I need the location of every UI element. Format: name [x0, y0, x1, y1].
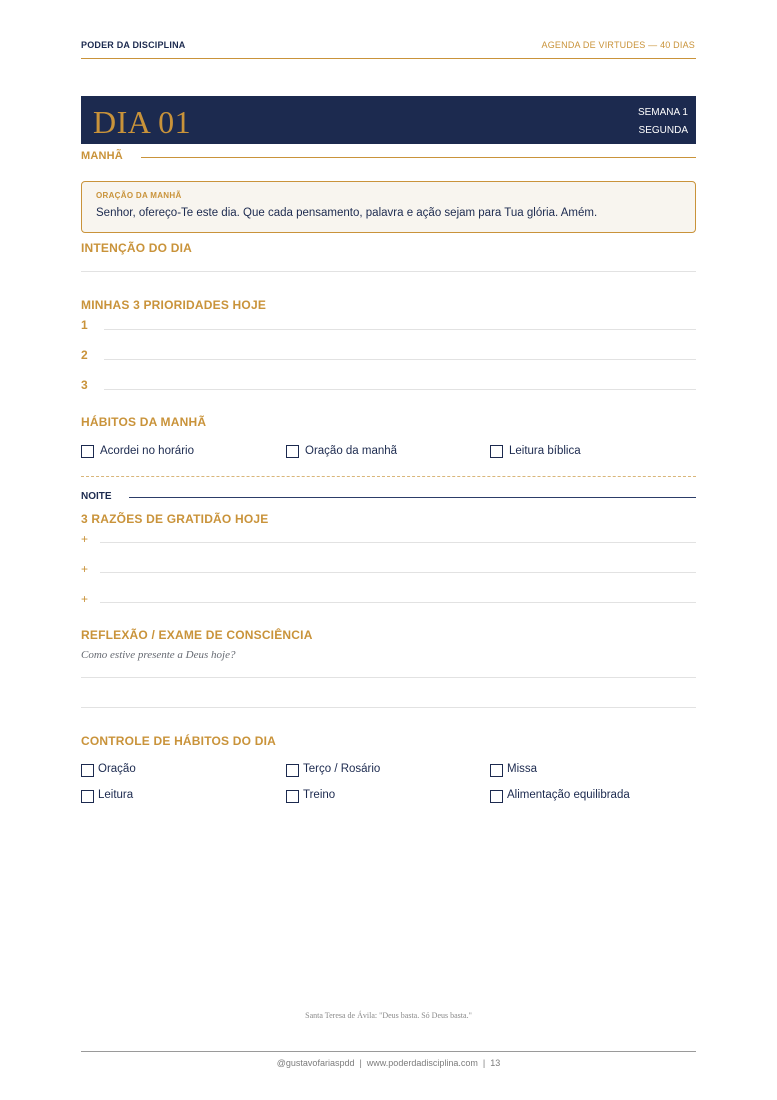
brand-title: PODER DA DISCIPLINA	[81, 40, 186, 50]
priority-write-line[interactable]	[104, 329, 696, 330]
priority-number: 1	[81, 318, 88, 332]
habit-control-checkbox[interactable]	[490, 790, 503, 803]
morning-divider	[141, 157, 696, 158]
priorities-label: MINHAS 3 PRIORIDADES HOJE	[81, 298, 267, 312]
habit-control-item: Alimentação equilibrada	[507, 789, 630, 801]
intention-label: INTENÇÃO DO DIA	[81, 241, 192, 255]
day-title: DIA 01	[93, 104, 192, 140]
gratitude-write-line[interactable]	[100, 572, 696, 573]
night-section-label: NOITE	[81, 491, 112, 502]
weekday-label: SEGUNDA	[638, 125, 688, 136]
habit-label: Oração da manhã	[305, 445, 398, 457]
habit-control-item: Oração	[98, 763, 136, 775]
priority-number: 3	[81, 378, 88, 392]
gratitude-marker: +	[81, 532, 89, 546]
habit-control-checkbox[interactable]	[286, 790, 299, 803]
saint-quote: Santa Teresa de Ávila: "Deus basta. Só Deus basta."	[305, 1011, 472, 1020]
intention-write-line[interactable]	[81, 271, 696, 272]
gratitude-write-line[interactable]	[100, 602, 696, 603]
prayer-text: Senhor, ofereço-Te este dia. Que cada pensamento, palavra e ação sejam para Tua glória. Amém.	[96, 207, 598, 219]
week-label: SEMANA 1	[637, 107, 688, 118]
header-divider	[81, 58, 696, 59]
habit-checkbox[interactable]	[81, 445, 94, 458]
reflection-prompt: Como estive presente a Deus hoje?	[81, 649, 236, 661]
priority-write-line[interactable]	[104, 389, 696, 390]
habit-control-checkbox[interactable]	[490, 764, 503, 777]
gratitude-label: 3 RAZÕES DE GRATIDÃO HOJE	[81, 512, 269, 526]
habit-control-checkbox[interactable]	[81, 790, 94, 803]
habit-checkbox[interactable]	[286, 445, 299, 458]
reflection-label: REFLEXÃO / EXAME DE CONSCIÊNCIA	[81, 628, 313, 642]
morning-section-label: MANHÃ	[81, 150, 123, 162]
habit-checkbox[interactable]	[490, 445, 503, 458]
priority-number: 2	[81, 348, 88, 362]
agenda-subtitle: AGENDA DE VIRTUDES — 40 DIAS	[541, 40, 695, 50]
habit-control-item: Missa	[507, 763, 538, 775]
habit-control-checkbox[interactable]	[286, 764, 299, 777]
morning-prayer-box	[81, 181, 696, 233]
footer-text: @gustavofariaspdd | www.poderdadisciplina.com | 13	[276, 1058, 501, 1068]
day-banner	[81, 96, 696, 144]
habit-label: Acordei no horário	[100, 445, 194, 457]
morning-habits-label: HÁBITOS DA MANHÃ	[81, 415, 207, 429]
night-divider	[129, 497, 696, 498]
habit-control-item: Terço / Rosário	[303, 763, 381, 775]
habit-control-item: Leitura	[98, 789, 134, 801]
gratitude-marker: +	[81, 562, 89, 576]
gratitude-marker: +	[81, 592, 89, 606]
habit-control-label: CONTROLE DE HÁBITOS DO DIA	[81, 734, 276, 748]
habit-label: Leitura bíblica	[509, 445, 581, 457]
prayer-label: ORAÇÃO DA MANHÃ	[96, 191, 182, 200]
priority-write-line[interactable]	[104, 359, 696, 360]
reflection-write-line[interactable]	[81, 677, 696, 678]
section-separator	[81, 476, 696, 477]
habit-control-item: Treino	[303, 789, 336, 801]
habit-control-checkbox[interactable]	[81, 764, 94, 777]
footer-divider	[81, 1051, 696, 1052]
gratitude-write-line[interactable]	[100, 542, 696, 543]
reflection-write-line[interactable]	[81, 707, 696, 708]
